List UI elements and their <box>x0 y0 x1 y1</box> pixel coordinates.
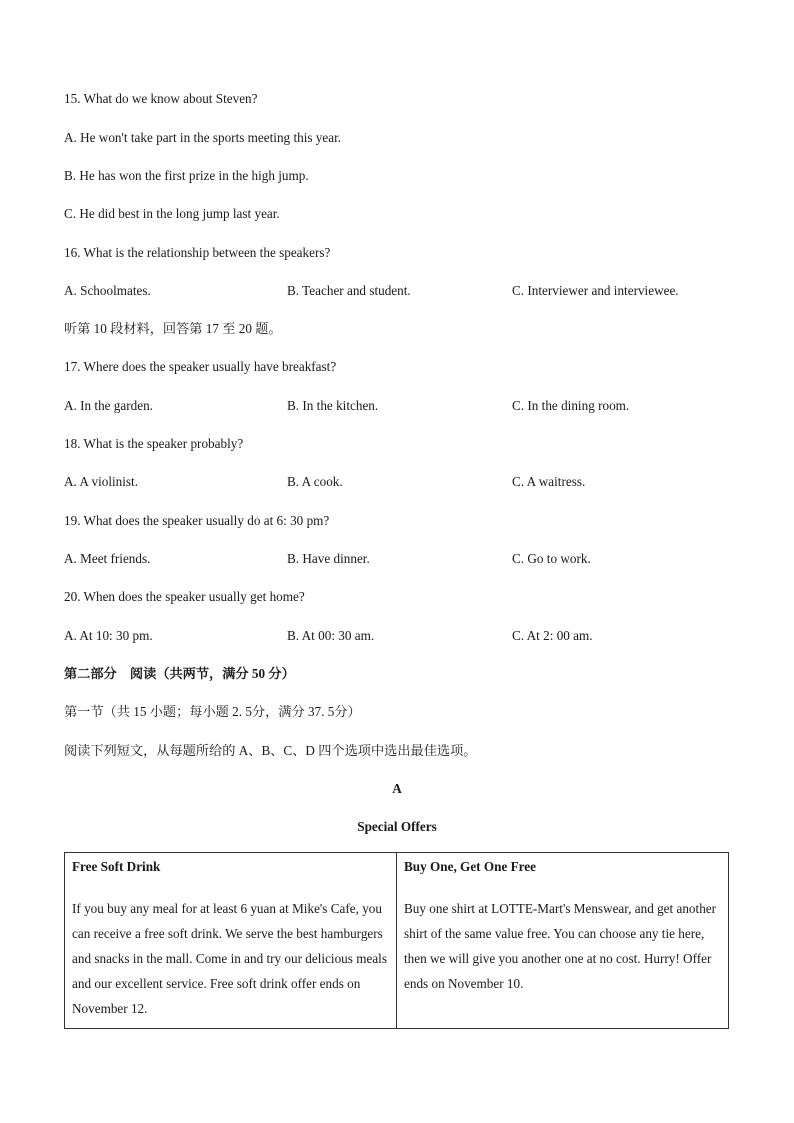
offer-cell-soft-drink <box>65 853 396 1027</box>
question-15-option-c: C. He did best in the long jump last year. <box>64 206 280 221</box>
offers-table <box>64 852 729 1029</box>
question-19-option-b: B. Have dinner. <box>287 551 370 566</box>
question-20-option-c: C. At 2: 00 am. <box>512 628 593 643</box>
question-20-stem: 20. When does the speaker usually get home? <box>64 589 305 604</box>
question-19-option-c: C. Go to work. <box>512 551 591 566</box>
question-17-option-b: B. In the kitchen. <box>287 398 379 413</box>
question-15-stem: 15. What do we know about Steven? <box>64 91 258 106</box>
question-17-option-a: A. In the garden. <box>64 398 153 413</box>
question-18-option-a: A. A violinist. <box>64 474 139 489</box>
question-16-option-c: C. Interviewer and interviewee. <box>512 283 679 298</box>
offer-body: If you buy any meal for at least 6 yuan at Mike's Cafe, you can receive a free soft drink. We serve the best hamburgers and snacks in the mall. Come in and try our delicious meals and our excellent service. Free soft drink offer ends on November 12. <box>72 901 387 1016</box>
question-16-stem: 16. What is the relationship between the speakers? <box>64 245 331 260</box>
passage-label: A <box>392 781 402 796</box>
question-15-option-a: A. He won't take part in the sports meeting this year. <box>64 130 342 145</box>
offer-cell-buy-one-get-one <box>397 853 728 1002</box>
offer-title: Buy One, Get One Free <box>404 859 536 874</box>
question-17-stem: 17. Where does the speaker usually have breakfast? <box>64 359 337 374</box>
question-17-option-c: C. In the dining room. <box>512 398 630 413</box>
question-15-option-b: B. He has won the first prize in the high jump. <box>64 168 309 183</box>
offer-title: Free Soft Drink <box>72 859 161 874</box>
question-18-option-c: C. A waitress. <box>512 474 586 489</box>
reading-instruction: 阅读下列短文，从每题所给的 A、B、C、D 四个选项中选出最佳选项。 <box>64 743 477 758</box>
section-one-heading: 第一节（共 15 小题；每小题 2. 5分，满分 37. 5分） <box>64 704 361 719</box>
question-18-option-b: B. A cook. <box>287 474 343 489</box>
offer-body: Buy one shirt at LOTTE-Mart's Menswear, and get another shirt of the same value free. You can choose any tie here, then we will give you another one at no cost. Hurry! Offer ends on November 10. <box>404 901 717 991</box>
question-16-option-b: B. Teacher and student. <box>287 283 411 298</box>
part-two-heading: 第二部分 阅读（共两节，满分 50 分） <box>64 666 295 681</box>
passage-title: Special Offers <box>357 819 437 834</box>
question-19-stem: 19. What does the speaker usually do at 6: 30 pm? <box>64 513 330 528</box>
question-20-option-b: B. At 00: 30 am. <box>287 628 375 643</box>
question-18-stem: 18. What is the speaker probably? <box>64 436 244 451</box>
question-20-option-a: A. At 10: 30 pm. <box>64 628 153 643</box>
section-10-note: 听第 10 段材料，回答第 17 至 20 题。 <box>64 321 282 336</box>
question-16-option-a: A. Schoolmates. <box>64 283 151 298</box>
question-19-option-a: A. Meet friends. <box>64 551 151 566</box>
